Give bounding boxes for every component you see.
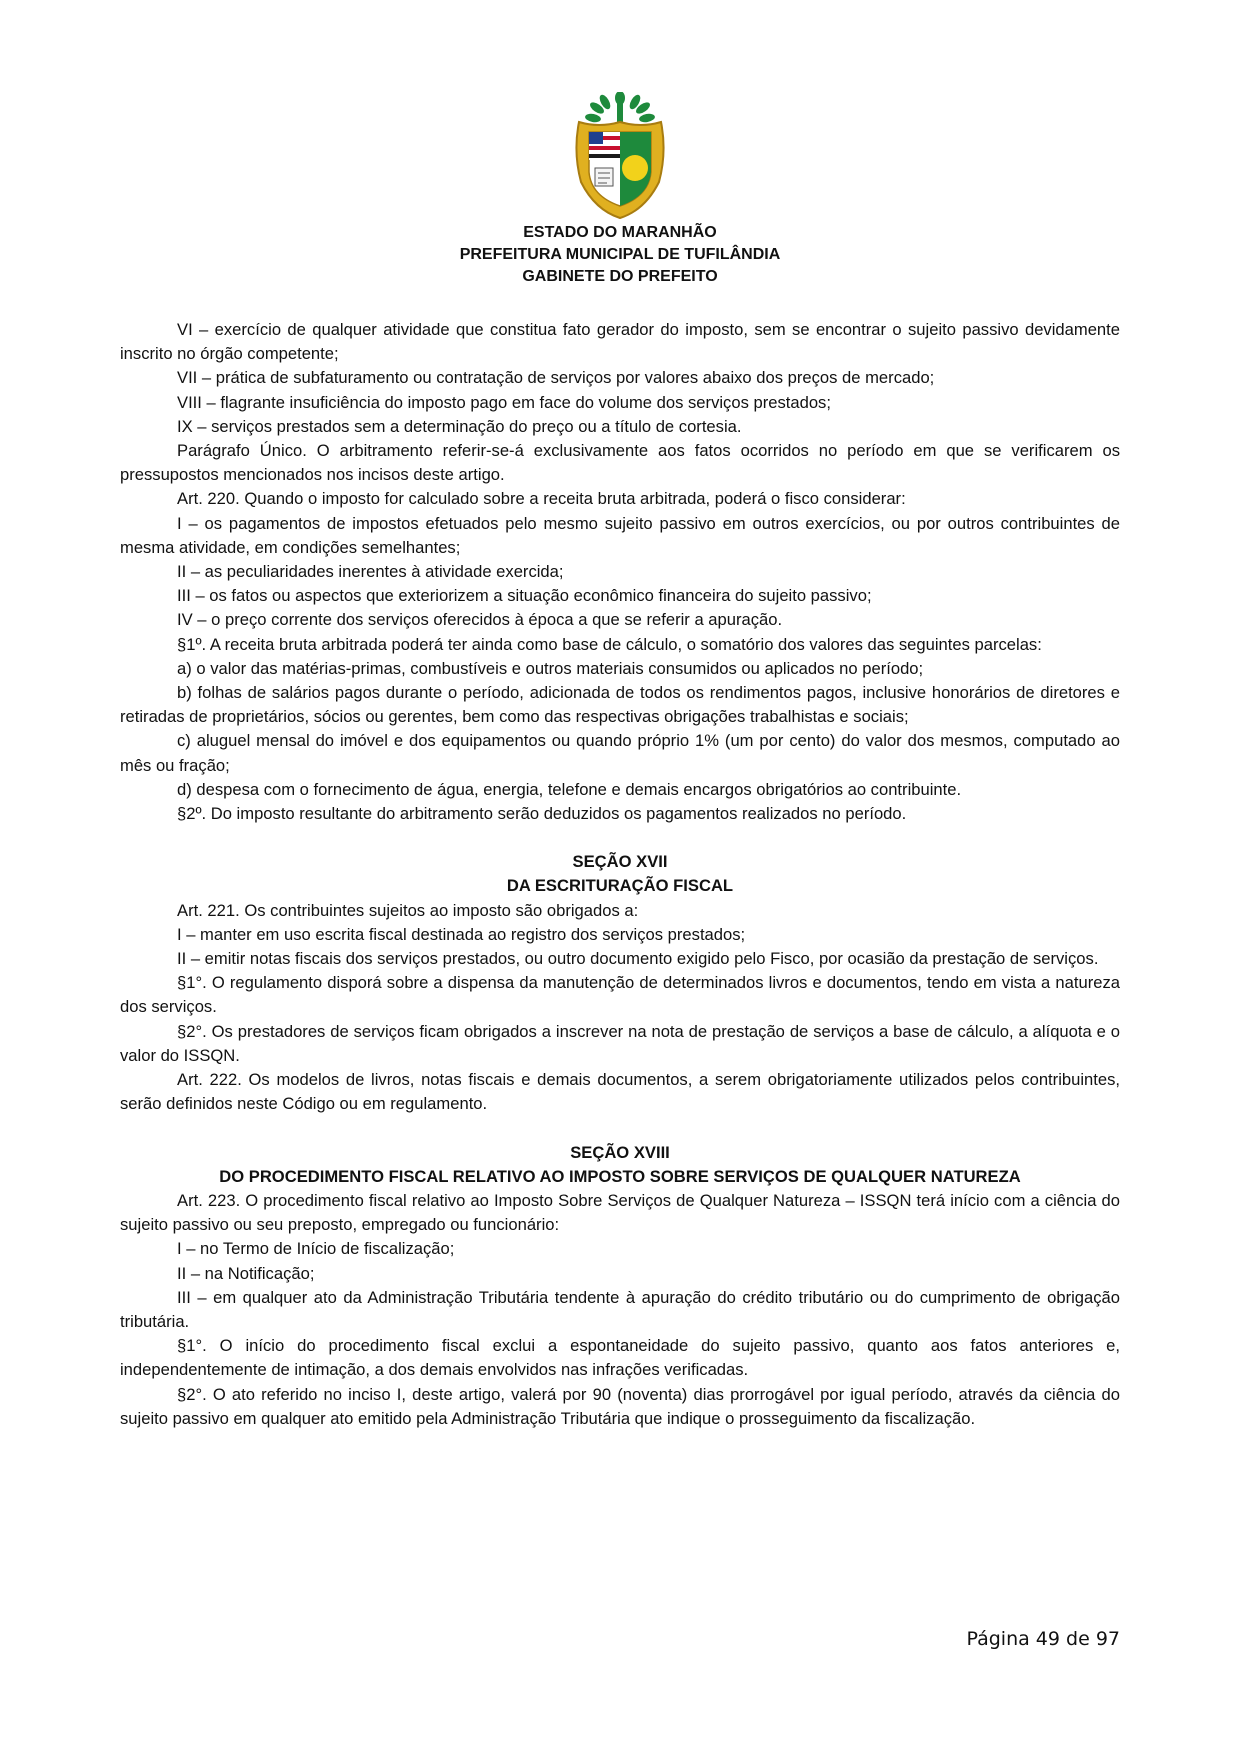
paragraph: IV – o preço corrente dos serviços oferecidos à época a que se referir a apuração. bbox=[177, 610, 783, 630]
paragraph: VIII – flagrante insuficiência do imposto pago em face do volume dos serviços prestados; bbox=[177, 392, 831, 412]
paragraph: I – no Termo de Início de fiscalização; bbox=[177, 1239, 455, 1259]
paragraph: Art. 223. O procedimento fiscal relativo ao Imposto Sobre Serviços de Qualquer Natureza – ISSQN terá início com a ciência do sujeito passivo ou seu preposto, empregado ou funcionário: bbox=[120, 1190, 1120, 1235]
paragraph: Art. 221. Os contribuintes sujeitos ao imposto são obrigados a: bbox=[177, 900, 639, 920]
paragraph: II – na Notificação; bbox=[177, 1263, 315, 1283]
document-header bbox=[120, 222, 1120, 288]
coat-of-arms-icon bbox=[571, 92, 669, 220]
paragraph: c) aluguel mensal do imóvel e dos equipamentos ou quando próprio 1% (um por cento) do valor dos mesmos, computado ao mês ou fração; bbox=[120, 731, 1120, 775]
paragraph: §2°. O ato referido no inciso I, deste artigo, valerá por 90 (noventa) dias prorrogável por igual período, através da ciência do sujeito passivo em qualquer ato emitido pela Administração Tributária que indique o prosseguimento da fiscalização. bbox=[120, 1384, 1120, 1428]
paragraph: IX – serviços prestados sem a determinação do preço ou a título de cortesia. bbox=[177, 416, 742, 436]
paragraph: Parágrafo Único. O arbitramento referir-se-á exclusivamente aos fatos ocorridos no período em que se verificarem os pressupostos mencionados nos incisos deste artigo. bbox=[120, 441, 1120, 485]
paragraph: II – emitir notas fiscais dos serviços prestados, ou outro documento exigido pelo Fisco, por ocasião da prestação de serviços. bbox=[177, 949, 1099, 969]
paragraph: d) despesa com o fornecimento de água, energia, telefone e demais encargos obrigatórios ao contribuinte. bbox=[177, 779, 962, 799]
paragraph: III – os fatos ou aspectos que exteriorizem a situação econômico financeira do sujeito passivo; bbox=[177, 586, 872, 606]
paragraph: I – manter em uso escrita fiscal destinada ao registro dos serviços prestados; bbox=[177, 924, 746, 944]
paragraph: Art. 220. Quando o imposto for calculado sobre a receita bruta arbitrada, poderá o fisco considerar: bbox=[177, 489, 906, 509]
section-subtitle: DA ESCRITURAÇÃO FISCAL bbox=[506, 876, 734, 896]
paragraph: §2°. Os prestadores de serviços ficam obrigados a inscrever na nota de prestação de serviços a base de cálculo, a alíquota e o valor do ISSQN. bbox=[120, 1021, 1120, 1065]
paragraph: Art. 222. Os modelos de livros, notas fiscais e demais documentos, a serem obrigatoriamente utilizados pelos contribuintes, serão definidos neste Código ou em regulamento. bbox=[120, 1070, 1120, 1114]
header-office: GABINETE DO PREFEITO bbox=[522, 268, 718, 285]
paragraph: §2º. Do imposto resultante do arbitramento serão deduzidos os pagamentos realizados no período. bbox=[177, 804, 907, 824]
paragraph: §1°. O início do procedimento fiscal exclui a espontaneidade do sujeito passivo, quanto aos fatos anteriores e, independentemente de intimação, a dos demais envolvidos nas infrações verificadas. bbox=[120, 1336, 1120, 1380]
paragraph: a) o valor das matérias-primas, combustíveis e outros materiais consumidos ou aplicados no período; bbox=[177, 658, 924, 678]
paragraph: II – as peculiaridades inerentes à atividade exercida; bbox=[177, 562, 564, 582]
paragraph: §1°. O regulamento disporá sobre a dispensa da manutenção de determinados livros e documentos, tendo em vista a natureza dos serviços. bbox=[120, 973, 1120, 1017]
section-title: SEÇÃO XVII bbox=[572, 852, 668, 872]
paragraph: III – em qualquer ato da Administração Tributária tendente à apuração do crédito tributário ou do cumprimento de obrigação tributária. bbox=[120, 1287, 1120, 1331]
paragraph: VII – prática de subfaturamento ou contratação de serviços por valores abaixo dos preços de mercado; bbox=[177, 368, 935, 388]
paragraph: §1º. A receita bruta arbitrada poderá ter ainda como base de cálculo, o somatório dos valores das seguintes parcelas: bbox=[177, 634, 1042, 654]
header-prefecture: PREFEITURA MUNICIPAL DE TUFILÂNDIA bbox=[459, 246, 781, 263]
paragraph: b) folhas de salários pagos durante o período, adicionada de todos os rendimentos pagos, inclusive honorários de diretores e retiradas de proprietários, sócios ou gerentes, bem como das respectivas obrigações trabalhistas e sociais; bbox=[120, 683, 1120, 727]
paragraph: VI – exercício de qualquer atividade que constitua fato gerador do imposto, sem se encontrar o sujeito passivo devidamente inscrito no órgão competente; bbox=[120, 320, 1120, 364]
section-title: SEÇÃO XVIII bbox=[570, 1142, 670, 1162]
page-number: Página 49 de 97 bbox=[966, 1628, 1120, 1650]
document-body bbox=[120, 318, 1120, 1431]
section-subtitle: DO PROCEDIMENTO FISCAL RELATIVO AO IMPOSTO SOBRE SERVIÇOS DE QUALQUER NATUREZA bbox=[219, 1166, 1021, 1186]
paragraph: I – os pagamentos de impostos efetuados pelo mesmo sujeito passivo em outros exercícios, ou por outros contribuintes de mesma atividade, em condições semelhantes; bbox=[120, 513, 1120, 557]
header-state: ESTADO DO MARANHÃO bbox=[523, 224, 717, 241]
